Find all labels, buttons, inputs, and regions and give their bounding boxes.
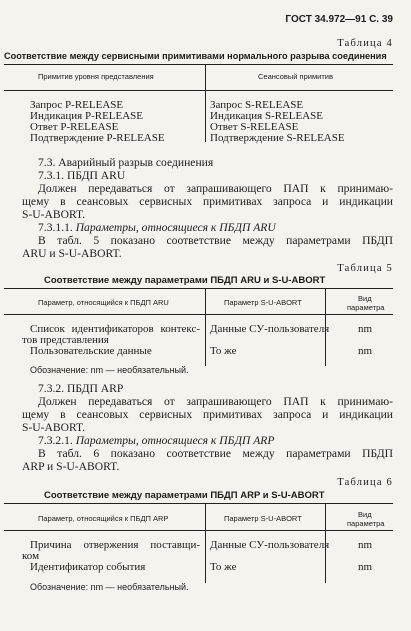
table6-top-rule (4, 503, 393, 504)
paragraph-line: В табл. 5 показано соответствие между параметрами ПБДП (38, 234, 393, 247)
table4-right-row: Подтверждение S-RELEASE (210, 132, 345, 144)
table4-col1-header: Примитив уровня представления (38, 72, 154, 81)
paragraph-line: ARU и S-U-ABORT. (22, 247, 122, 260)
table4-col-divider (205, 64, 206, 142)
table6-title: Соответствие между параметрами ПБДП ARP и S-U-ABORT (44, 490, 325, 501)
table4-label: Таблица 4 (337, 38, 393, 49)
table5-row1-col1: тов представления (22, 334, 109, 346)
table4-left-row: Ответ P-RELEASE (30, 121, 119, 133)
table5-top-rule (4, 288, 393, 289)
table4-left-row: Запрос P-RELEASE (30, 99, 124, 111)
subsection-title: Параметры, относящиеся к ПБДП ARU (75, 221, 276, 234)
table5-col-divider (205, 288, 206, 366)
table6-col3-header: параметра (347, 519, 385, 528)
table5-row2-col3: nm (358, 345, 373, 357)
table6-col-divider (205, 503, 206, 583)
paragraph-line: S-U-ABORT. (22, 421, 86, 434)
page-header: ГОСТ 34.972—91 С. 39 (285, 14, 393, 25)
table5-col2-header: Параметр S-U-ABORT (224, 298, 302, 307)
subsection-heading: 7.3.2. ПБДП ARP (38, 382, 124, 395)
table4-col2-header: Сеансовый примитив (258, 72, 333, 81)
table5-col3-header: параметра (347, 303, 385, 312)
table5-header-rule (4, 314, 393, 315)
subsection-number: 7.3.1.1. (38, 221, 73, 234)
table5-col3-header: Вид (358, 294, 372, 303)
subsection-title: Параметры, относящиеся к ПБДП ARP (75, 434, 275, 447)
subsection-heading (38, 434, 274, 447)
section-heading: 7.3. Аварийный разрыв соединения (38, 156, 214, 169)
table6-row2-col2: То же (210, 561, 237, 573)
table4-right-row: Ответ S-RELEASE (210, 121, 299, 133)
paragraph-line: Должен передаваться от запрашивающего ПАП к принимаю- (38, 395, 393, 408)
table5-row2-col2: То же (210, 345, 237, 357)
table5-row1-col1: Список идентификаторов контекс- (30, 323, 200, 335)
paragraph-line: ARP и S-U-ABORT. (22, 460, 120, 473)
table4-left-row: Индикация P-RELEASE (30, 110, 144, 122)
table6-row1-col1: ком (22, 550, 40, 562)
table6-label: Таблица 6 (337, 477, 393, 488)
table6-note: Обозначение: nm — необязательный. (30, 582, 189, 592)
paragraph-line: В табл. 6 показано соответствие между параметрами ПБДП (38, 447, 393, 460)
subsection-number: 7.3.2.1. (38, 434, 73, 447)
subsection-heading: 7.3.1. ПБДП ARU (38, 169, 126, 182)
table5-row2-col1: Пользовательские данные (30, 345, 152, 357)
table6-row1-col3: nm (358, 539, 373, 551)
table5-col1-header: Параметр, относящийся к ПБДП ARU (38, 298, 169, 307)
table4-right-row: Запрос S-RELEASE (210, 99, 304, 111)
table4-header-rule (4, 90, 393, 91)
table6-header-rule (4, 530, 393, 531)
table5-row1-col2: Данные СУ-пользователя (210, 323, 330, 335)
paragraph-line: щему в сеансовых сервисных примитивах запроса и индикации (22, 408, 393, 421)
subsection-heading (38, 221, 276, 234)
paragraph-line: Должен передаваться от запрашивающего ПАП к принимаю- (38, 182, 393, 195)
table4-top-rule (4, 64, 393, 65)
table6-col3-header: Вид (358, 510, 372, 519)
table6-col1-header: Параметр, относящийся к ПБДП ARP (38, 514, 169, 523)
table5-note: Обозначение: nm — необязательный. (30, 365, 189, 375)
table4-title: Соответствие между сервисными примитивами нормального разрыва соединения (4, 51, 387, 61)
table6-row2-col3: nm (358, 561, 373, 573)
table6-row1-col1: Причина отвержения поставщи- (30, 539, 200, 551)
table6-row2-col1: Идентификатор события (30, 561, 146, 573)
table4-right-row: Индикация S-RELEASE (210, 110, 324, 122)
table6-col2-header: Параметр S-U-ABORT (224, 514, 302, 523)
table5-row1-col3: nm (358, 323, 373, 335)
table4-left-row: Подтверждение P-RELEASE (30, 132, 165, 144)
table5-title: Соответствие между параметрами ПБДП ARU и S-U-ABORT (44, 275, 326, 286)
paragraph-line: щему в сеансовых сервисных примитивах запроса и индикации (22, 195, 393, 208)
paragraph-line: S-U-ABORT. (22, 208, 86, 221)
table6-row1-col2: Данные СУ-пользователя (210, 539, 330, 551)
table5-label: Таблица 5 (337, 263, 393, 274)
